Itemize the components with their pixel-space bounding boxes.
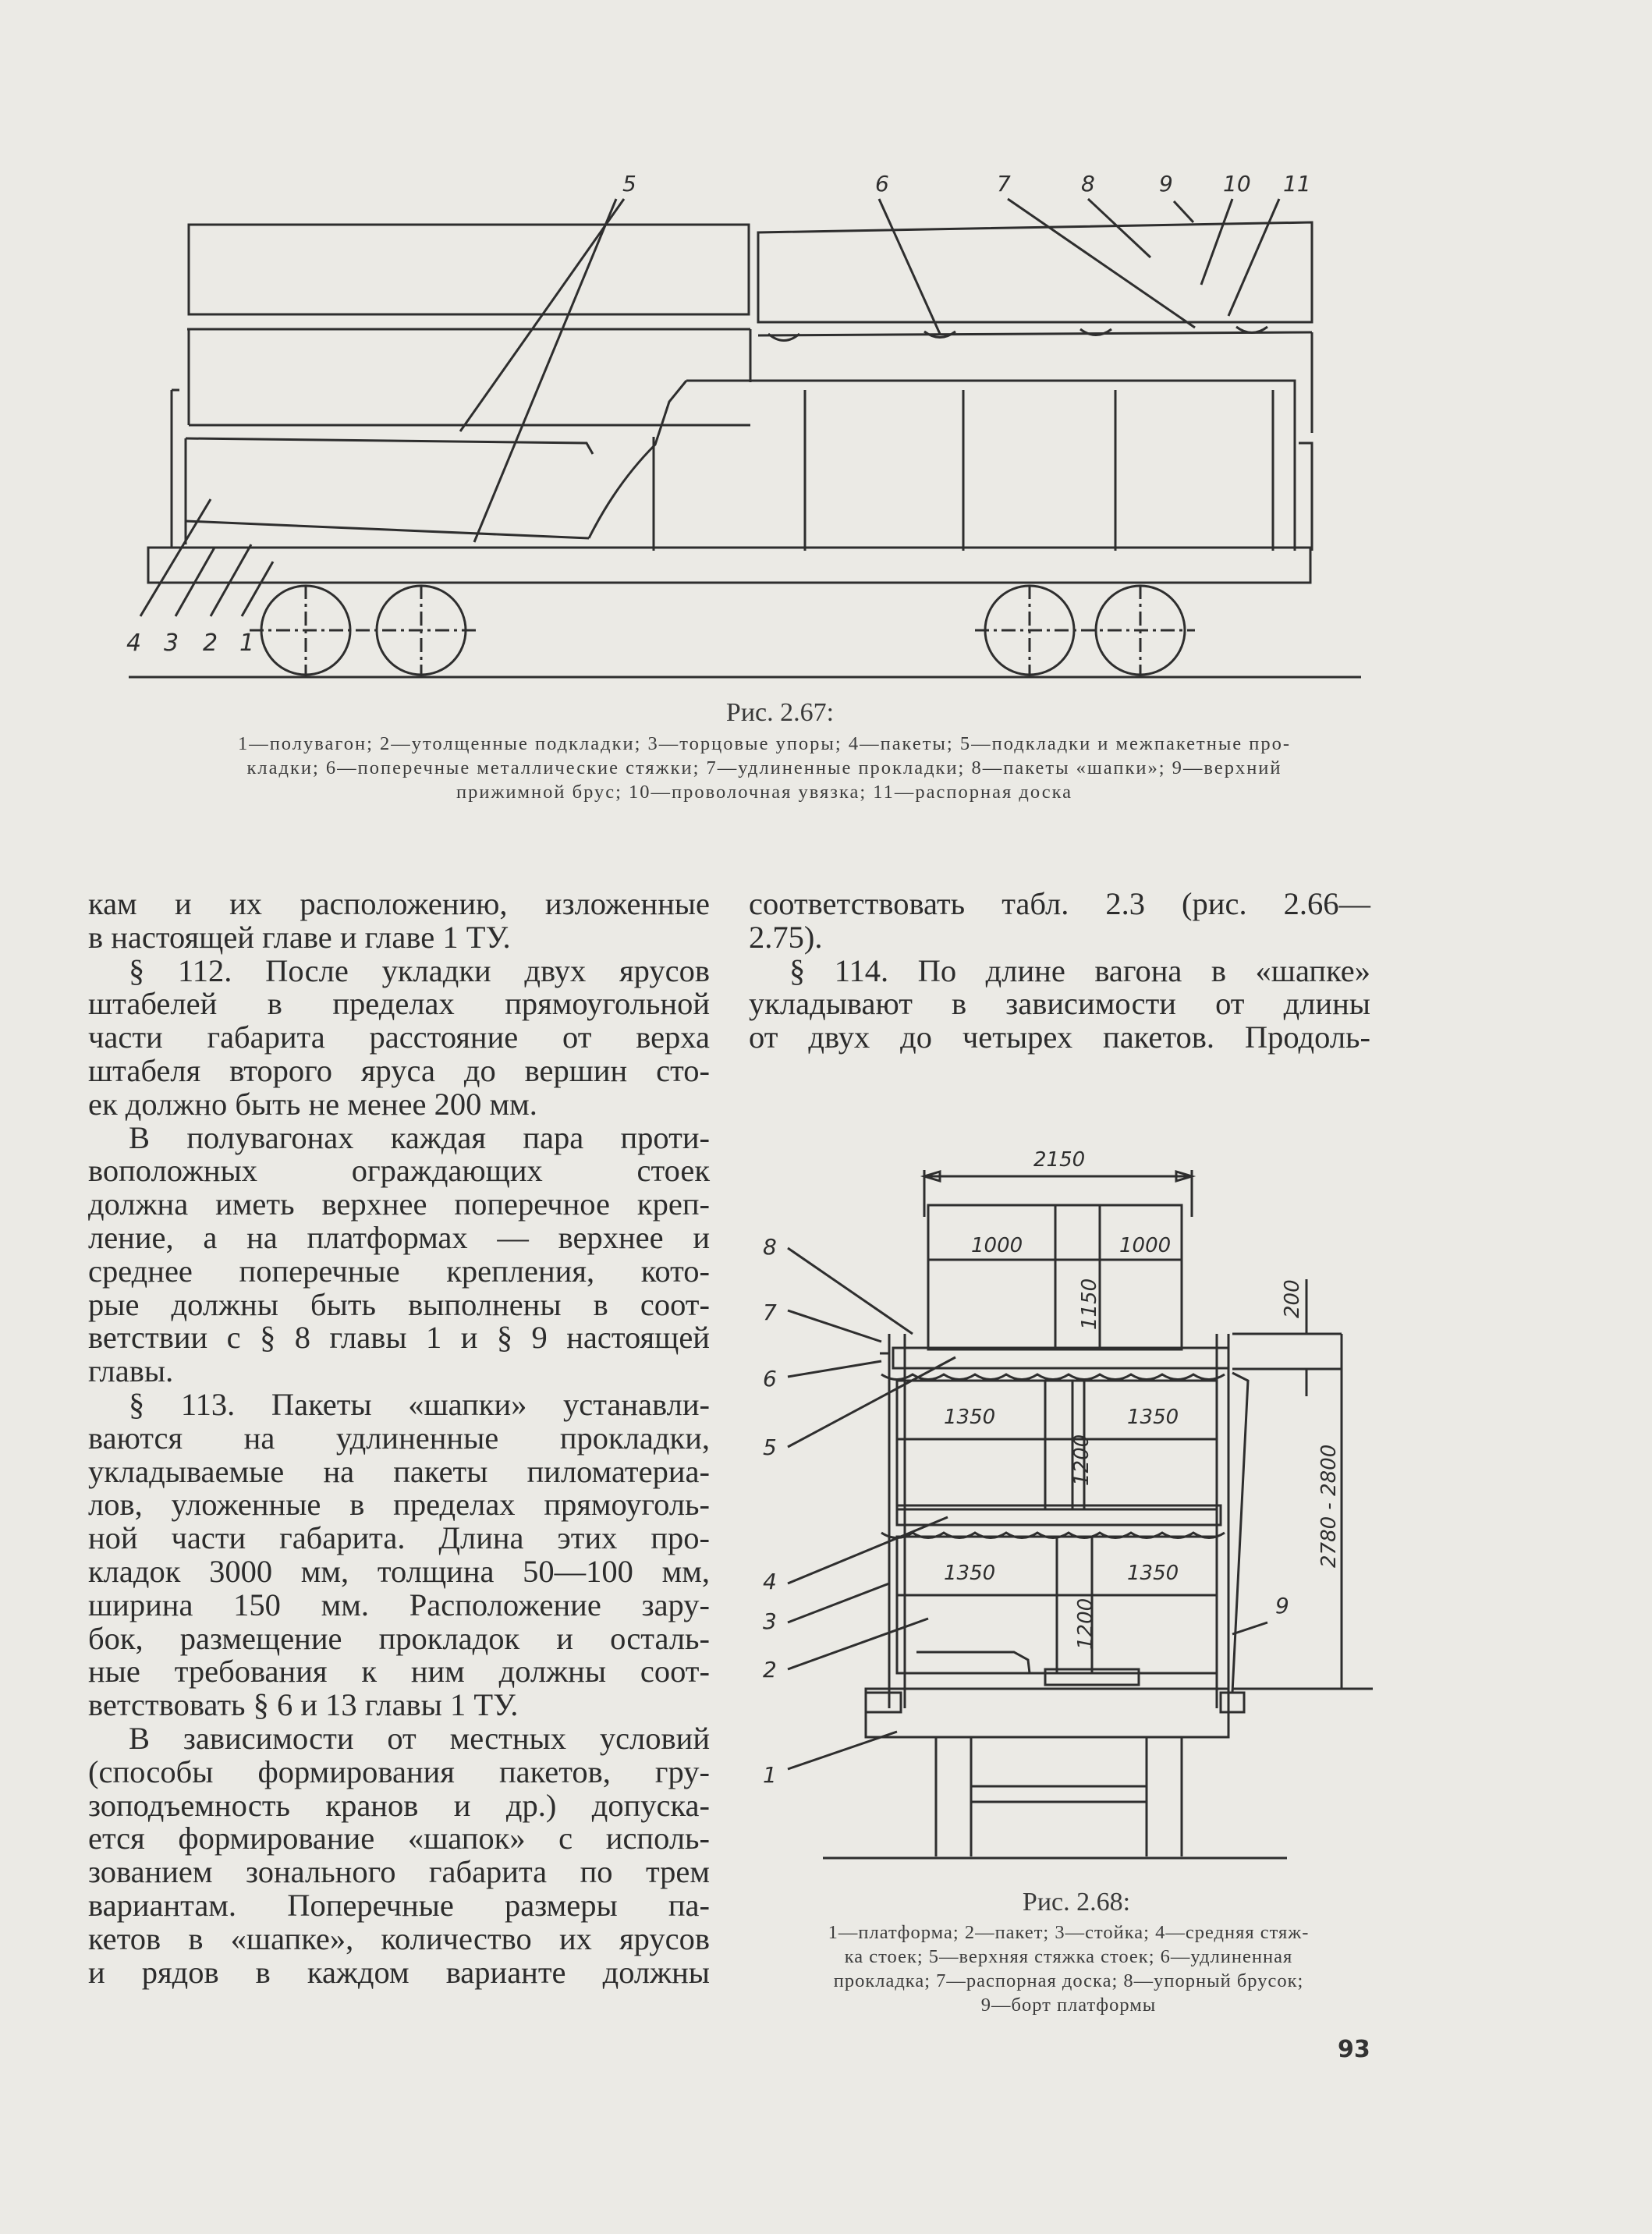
left-text-column: [88, 888, 710, 1989]
text-line: штабелей в пределах прямоугольной: [88, 986, 710, 1022]
text-line: § 112. После укладки двух ярусов: [129, 952, 710, 988]
fig1-label-1: 1: [239, 629, 255, 657]
text-line: должна иметь верхнее поперечное креп-: [88, 1186, 710, 1222]
figure-2-68-title: Рис. 2.68:: [1022, 1888, 1131, 1917]
text-line: § 114. По длине вагона в «шапке»: [789, 952, 1370, 988]
figure-2-67-caption-line-2: кладки; 6—поперечные металлические стяжки; 7—удлиненные прокладки; 8—пакеты «шапки»; 9—верхний: [246, 757, 1282, 778]
fig2-dim-1000-right: 1000: [1119, 1234, 1172, 1257]
text-line: ной части габарита. Длина этих про-: [88, 1520, 710, 1556]
figure-2-68-caption-line-2: ка стоек; 5—верхняя стяжка стоек; 6—удлиненная: [844, 1946, 1293, 1967]
text-line: ек должно быть не менее 200 мм.: [88, 1086, 537, 1122]
figure-2-68-caption-line-1: 1—платформа; 2—пакет; 3—стойка; 4—средняя стяж-: [828, 1922, 1310, 1943]
text-line: В полувагонах каждая пара проти-: [129, 1119, 710, 1155]
text-line: штабеля второго яруса до вершин сто-: [88, 1052, 710, 1088]
figure-2-68: [749, 1131, 1388, 1911]
text-line: ваются на удлиненные прокладки,: [88, 1420, 710, 1456]
text-line: В зависимости от местных условий: [129, 1720, 710, 1756]
text-line: укладывают в зависимости от длины: [749, 986, 1370, 1022]
fig2-dim-1350-c: 1350: [944, 1562, 996, 1585]
right-text-column: [749, 888, 1370, 1055]
text-line: части габарита расстояние от верха: [88, 1019, 710, 1055]
text-line: в настоящей главе и главе 1 ТУ.: [88, 919, 511, 955]
fig2-dim-200: 200: [1281, 1279, 1304, 1318]
fig2-dim-2150: 2150: [1033, 1148, 1086, 1172]
text-line: соответствовать табл. 2.3 (рис. 2.66—: [749, 886, 1370, 921]
fig2-dim-1200-lower: 1200: [1074, 1597, 1097, 1650]
text-line: § 113. Пакеты «шапки» устанавли-: [129, 1386, 710, 1422]
text-line: кетов в «шапке», количество их ярусов: [88, 1920, 710, 1956]
text-line: зоподъемность кранов и др.) допуска-: [88, 1787, 710, 1823]
text-line: зованием зонального габарита по трем: [88, 1854, 710, 1890]
platform-cross-section-drawing: [749, 1131, 1388, 1911]
text-line: среднее поперечные крепления, кото-: [88, 1253, 710, 1289]
fig1-label-7: 7: [997, 171, 1011, 197]
figure-2-68-caption-line-4: 9—борт платформы: [980, 1995, 1157, 2016]
fig1-label-8: 8: [1081, 171, 1095, 197]
figure-2-67-title: Рис. 2.67:: [725, 698, 835, 727]
text-line: бок, размещение прокладок и осталь-: [88, 1620, 710, 1656]
fig1-label-4: 4: [126, 629, 142, 657]
text-line: укладываемые на пакеты пиломатериа-: [88, 1453, 710, 1489]
text-line: лов, уложенные в пределах прямоуголь-: [88, 1487, 710, 1523]
fig2-dim-1000-left: 1000: [971, 1234, 1023, 1257]
text-line: от двух до четырех пакетов. Продоль-: [749, 1019, 1370, 1055]
fig2-label-1: 1: [763, 1762, 777, 1788]
figure-2-67: [117, 156, 1381, 702]
fig2-label-6: 6: [763, 1366, 777, 1392]
text-line: 2.75).: [749, 919, 823, 955]
text-line: кладок 3000 мм, толщина 50—100 мм,: [88, 1553, 710, 1589]
fig2-dim-2780-2800: 2780 - 2800: [1317, 1444, 1341, 1568]
fig1-label-3: 3: [164, 629, 179, 657]
fig2-label-9: 9: [1275, 1593, 1289, 1619]
fig1-label-9: 9: [1159, 171, 1173, 197]
fig2-label-2: 2: [763, 1657, 777, 1683]
text-line: ление, а на платформах — верхнее и: [88, 1219, 710, 1255]
text-line: рые должны быть выполнены в соот-: [88, 1286, 710, 1322]
fig2-dim-1350-d: 1350: [1127, 1562, 1179, 1585]
figure-2-67-caption-line-1: 1—полувагон; 2—утолщенные подкладки; 3—торцовые упоры; 4—пакеты; 5—подкладки и межпакетные про-: [237, 733, 1292, 754]
text-line: воположных ограждающих стоек: [88, 1153, 710, 1189]
fig2-label-5: 5: [763, 1434, 777, 1460]
fig1-label-11: 11: [1283, 171, 1311, 197]
fig2-dim-1200-upper: 1200: [1070, 1434, 1094, 1486]
fig2-label-4: 4: [763, 1569, 777, 1594]
fig2-dim-1150: 1150: [1078, 1278, 1101, 1330]
fig2-dim-1350-b: 1350: [1127, 1406, 1179, 1429]
page-number: 93: [1338, 2036, 1370, 2063]
fig1-label-6: 6: [875, 171, 889, 197]
text-line: ветствовать § 6 и 13 главы 1 ТУ.: [88, 1687, 519, 1723]
fig1-label-2: 2: [203, 629, 218, 657]
text-line: (способы формирования пакетов, гру-: [88, 1754, 710, 1789]
fig2-label-8: 8: [763, 1234, 777, 1260]
text-line: ется формирование «шапок» с исполь-: [88, 1821, 710, 1856]
wagon-side-drawing: [117, 156, 1381, 702]
text-line: и рядов в каждом варианте должны: [88, 1954, 710, 1990]
figure-2-67-caption-line-3: прижимной брус; 10—проволочная увязка; 11—распорная доска: [456, 782, 1072, 803]
text-line: ные требования к ним должны соот-: [88, 1654, 710, 1690]
text-line: ветствии с § 8 главы 1 и § 9 настоящей: [88, 1320, 710, 1356]
text-line: вариантам. Поперечные размеры па-: [88, 1887, 710, 1923]
figure-2-68-caption-line-3: прокладка; 7—распорная доска; 8—упорный брусок;: [833, 1970, 1304, 1991]
fig2-label-3: 3: [763, 1608, 777, 1634]
fig2-label-7: 7: [763, 1300, 777, 1325]
fig2-dim-1350-a: 1350: [944, 1406, 996, 1429]
fig1-label-5: 5: [622, 171, 636, 197]
fig1-label-10: 10: [1223, 171, 1251, 197]
text-line: ширина 150 мм. Расположение зару-: [88, 1587, 710, 1622]
text-line: кам и их расположению, изложенные: [88, 886, 710, 921]
text-line: главы.: [88, 1353, 174, 1389]
